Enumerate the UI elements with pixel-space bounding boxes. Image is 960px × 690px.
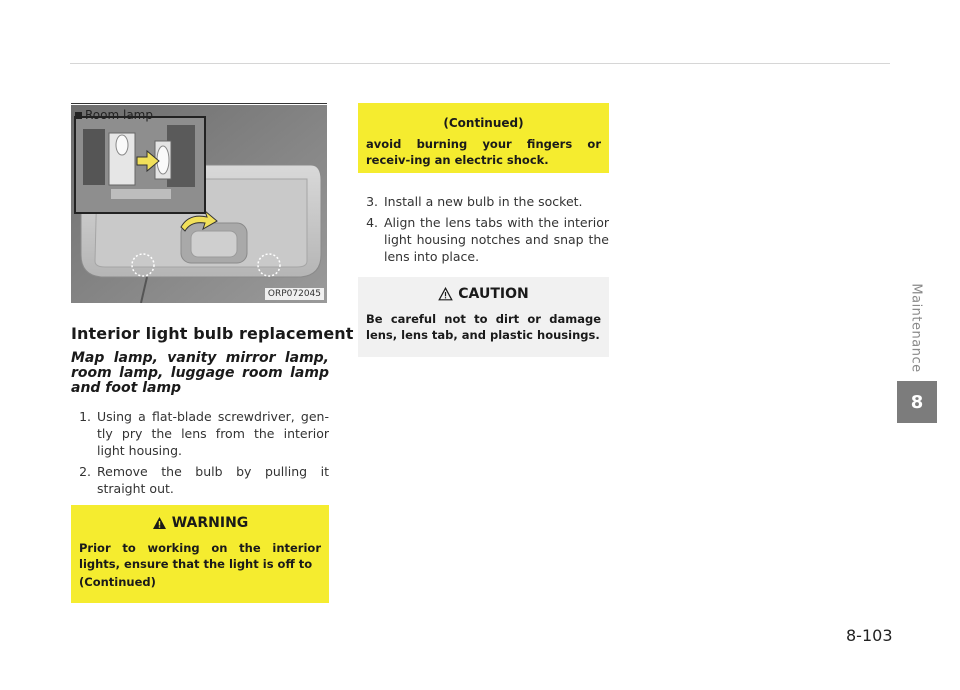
- step-number: 1.: [79, 409, 91, 424]
- warning-body: Prior to working on the interior lights, ensure that the light is off to: [79, 541, 321, 571]
- caution-triangle-icon: [438, 287, 453, 301]
- warning-triangle-icon: [152, 516, 167, 530]
- warning-continued-note: (Continued): [79, 575, 156, 589]
- step-text: Remove the bulb by pulling it straight out.: [97, 464, 329, 496]
- room-lamp-figure: [71, 103, 327, 303]
- top-rule: [70, 63, 890, 64]
- warning-continued-title: (Continued): [443, 116, 524, 130]
- room-lamp-illustration: [71, 105, 327, 303]
- step-item: [358, 214, 609, 265]
- chapter-side-label-text: Maintenance: [908, 283, 924, 373]
- figure-code: ORP072045: [265, 288, 324, 300]
- figure-top-rule: [71, 103, 327, 104]
- warning-title: WARNING: [171, 515, 249, 531]
- page-number: 8-103: [846, 626, 893, 645]
- step-text: Using a flat-blade screwdriver, gen-tly pry the lens from the interior light housing.: [97, 409, 329, 458]
- caution-header: [358, 286, 609, 302]
- caution-body: Be careful not to dirt or damage lens, lens tab, and plastic housings.: [366, 312, 601, 342]
- warning-header: [71, 515, 329, 531]
- step-text: Install a new bulb in the socket.: [384, 194, 583, 209]
- steps-right: [358, 193, 609, 269]
- steps-left: [71, 408, 329, 501]
- chapter-tab: 8: [897, 381, 937, 423]
- figure-label-text: Room lamp: [85, 108, 153, 122]
- step-number: 3.: [366, 194, 378, 209]
- warning-continued-body: avoid burning your fingers or receiv-ing an electric shock.: [366, 137, 601, 167]
- step-number: 4.: [366, 215, 378, 230]
- chapter-side-label: [906, 283, 926, 373]
- step-text: Align the lens tabs with the interior light housing notches and snap the lens into place.: [384, 215, 609, 264]
- warning-continued-box: [358, 103, 609, 173]
- caution-box: [358, 277, 609, 357]
- step-item: [71, 408, 329, 459]
- bullet-square-icon: [75, 112, 82, 119]
- figure-label: [75, 108, 153, 122]
- step-number: 2.: [79, 464, 91, 479]
- step-item: [71, 463, 329, 497]
- subsection-title: Map lamp, vanity mirror lamp, room lamp, luggage room lamp and foot lamp: [71, 350, 329, 396]
- section-title: Interior light bulb replacement: [71, 324, 354, 343]
- step-item: [358, 193, 609, 210]
- caution-title: CAUTION: [458, 286, 529, 302]
- warning-box: [71, 505, 329, 603]
